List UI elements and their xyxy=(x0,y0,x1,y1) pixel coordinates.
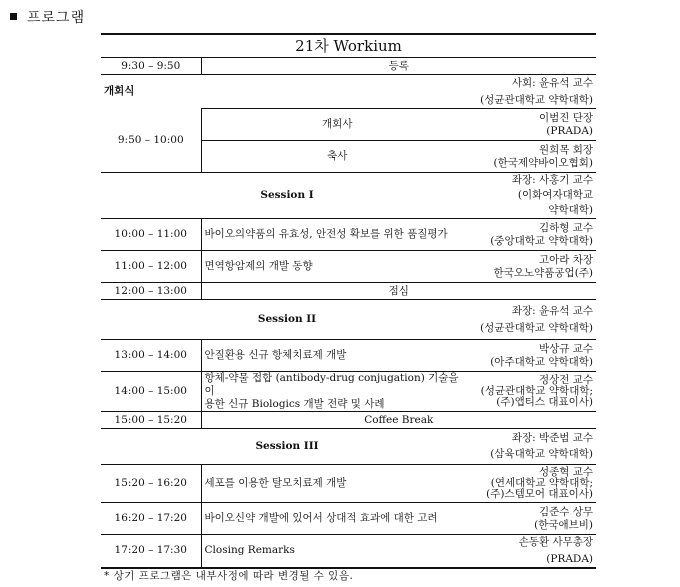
time-cell: 17:20 – 17:30 xyxy=(101,535,201,568)
speaker-cell xyxy=(473,465,596,503)
speaker-cell xyxy=(473,251,596,283)
speaker-name: 김하형 교수 xyxy=(538,221,594,234)
table-row xyxy=(101,75,596,109)
talk-title xyxy=(201,372,473,412)
speaker-cell xyxy=(473,219,596,251)
time-cell: 10:00 – 11:00 xyxy=(101,219,201,251)
session-3-label: Session III xyxy=(101,429,473,465)
speaker-cell xyxy=(473,141,596,173)
speaker-cell xyxy=(473,340,596,372)
time-cell: 16:20 – 17:20 xyxy=(101,503,201,535)
speaker-cell xyxy=(473,372,596,412)
opening-address-label: 개회사 xyxy=(201,109,473,141)
speaker-affiliation: (한국애브비) xyxy=(534,518,594,531)
table-row xyxy=(101,535,596,568)
opening-chair xyxy=(473,75,596,109)
session-chair xyxy=(473,173,596,219)
table-row xyxy=(101,58,596,75)
table-row xyxy=(101,219,596,251)
session-2-label: Session II xyxy=(101,300,473,340)
speaker-affiliation: (PRADA) xyxy=(546,552,594,565)
chair-affiliation: (성균관대학교 약학대학) xyxy=(480,321,594,334)
workshop-title: 21차 Workium xyxy=(101,34,596,58)
chair-affiliation: (성균관대학교 약학대학) xyxy=(480,93,594,106)
talk-title: 면역항암제의 개발 동향 xyxy=(201,251,473,283)
table-row xyxy=(101,340,596,372)
speaker-name: 성종혁 교수 xyxy=(538,466,594,478)
lunch-cell: 점심 xyxy=(201,283,596,300)
table-row xyxy=(101,412,596,429)
time-cell: 14:00 – 15:00 xyxy=(101,372,201,412)
chair-affiliation: (이화여자대학교 xyxy=(517,189,594,201)
square-bullet-icon xyxy=(10,13,17,20)
table-row xyxy=(101,109,596,141)
chair-name: 좌장: 사홍기 교수 xyxy=(511,174,594,186)
program-table xyxy=(101,33,596,569)
program-heading xyxy=(10,7,85,27)
speaker-affiliation: (성균관대학교 약학대학; xyxy=(480,385,594,397)
time-cell: 9:50 – 10:00 xyxy=(101,109,201,173)
opening-label: 개회식 xyxy=(104,85,135,97)
speaker-affiliation: (중앙대학교 약학대학) xyxy=(490,234,594,247)
table-title-row xyxy=(101,34,596,58)
speaker-name: 박상규 교수 xyxy=(538,342,594,355)
speaker-affiliation: (한국제약바이오협회) xyxy=(493,156,594,169)
talk-title: 세포를 이용한 탈모치료제 개발 xyxy=(201,465,473,503)
time-cell: 9:30 – 9:50 xyxy=(101,58,201,75)
program-heading-text: 프로그램 xyxy=(27,10,86,26)
speaker-affiliation-cont: (주)앱티스 대표이사) xyxy=(496,396,594,408)
speaker-name: 정상전 교수 xyxy=(538,374,594,386)
table-row xyxy=(101,429,596,465)
footnote: * 상기 프로그램은 내부사정에 따라 변경될 수 있음. xyxy=(104,570,354,582)
speaker-name: 김준수 상무 xyxy=(538,505,594,518)
table-row xyxy=(101,173,596,219)
congrats-label: 축사 xyxy=(201,141,473,173)
talk-title: 바이오신약 개발에 있어서 상대적 효과에 대한 고려 xyxy=(201,503,473,535)
speaker-cell xyxy=(473,503,596,535)
chair-name: 좌장: 윤유석 교수 xyxy=(511,304,594,317)
coffee-break-cell: Coffee Break xyxy=(201,412,596,429)
chair-name: 좌장: 박준범 교수 xyxy=(511,432,594,444)
talk-title-line: 용한 신규 Biologics 개발 전략 및 사례 xyxy=(204,398,385,410)
talk-title: 바이오의약품의 유효성, 안전성 확보를 위한 품질평가 xyxy=(201,219,473,251)
chair-affiliation-cont: 약학대학) xyxy=(548,204,594,216)
speaker-name: 고아라 차장 xyxy=(538,253,594,266)
table-row xyxy=(101,251,596,283)
table-row xyxy=(101,465,596,503)
talk-title-line: 항체-약물 접합 (antibody-drug conjugation) 기술을 이 xyxy=(204,372,459,397)
time-cell: 11:00 – 12:00 xyxy=(101,251,201,283)
session-chair xyxy=(473,429,596,465)
speaker-cell xyxy=(473,535,596,568)
talk-title: 안질환용 신규 항체치료제 개발 xyxy=(201,340,473,372)
time-cell: 12:00 – 13:00 xyxy=(101,283,201,300)
chair-affiliation: (삼육대학교 약학대학) xyxy=(490,448,594,460)
speaker-affiliation: (아주대학교 약학대학) xyxy=(490,355,594,368)
speaker-affiliation: (연세대학교 약학대학; xyxy=(490,477,594,489)
speaker-affiliation-cont: (주)스템모어 대표이사) xyxy=(486,488,594,500)
time-cell: 13:00 – 14:00 xyxy=(101,340,201,372)
speaker-name: 원희목 회장 xyxy=(538,143,594,156)
chair-name: 사회: 윤유석 교수 xyxy=(511,76,594,89)
talk-title: Closing Remarks xyxy=(201,535,473,568)
speaker-name: 이범진 단장 xyxy=(538,111,594,124)
table-row xyxy=(101,503,596,535)
table-row xyxy=(101,372,596,412)
speaker-affiliation: 한국오노약품공업(주) xyxy=(493,266,594,279)
session-chair xyxy=(473,300,596,340)
session-1-label: Session I xyxy=(101,173,473,219)
speaker-cell xyxy=(473,109,596,141)
table-row xyxy=(101,300,596,340)
speaker-name: 손동환 사무총장 xyxy=(518,535,594,548)
registration-cell: 등록 xyxy=(201,58,596,75)
table-row xyxy=(101,283,596,300)
time-cell: 15:00 – 15:20 xyxy=(101,412,201,429)
speaker-affiliation: (PRADA) xyxy=(546,124,594,137)
time-cell: 15:20 – 16:20 xyxy=(101,465,201,503)
